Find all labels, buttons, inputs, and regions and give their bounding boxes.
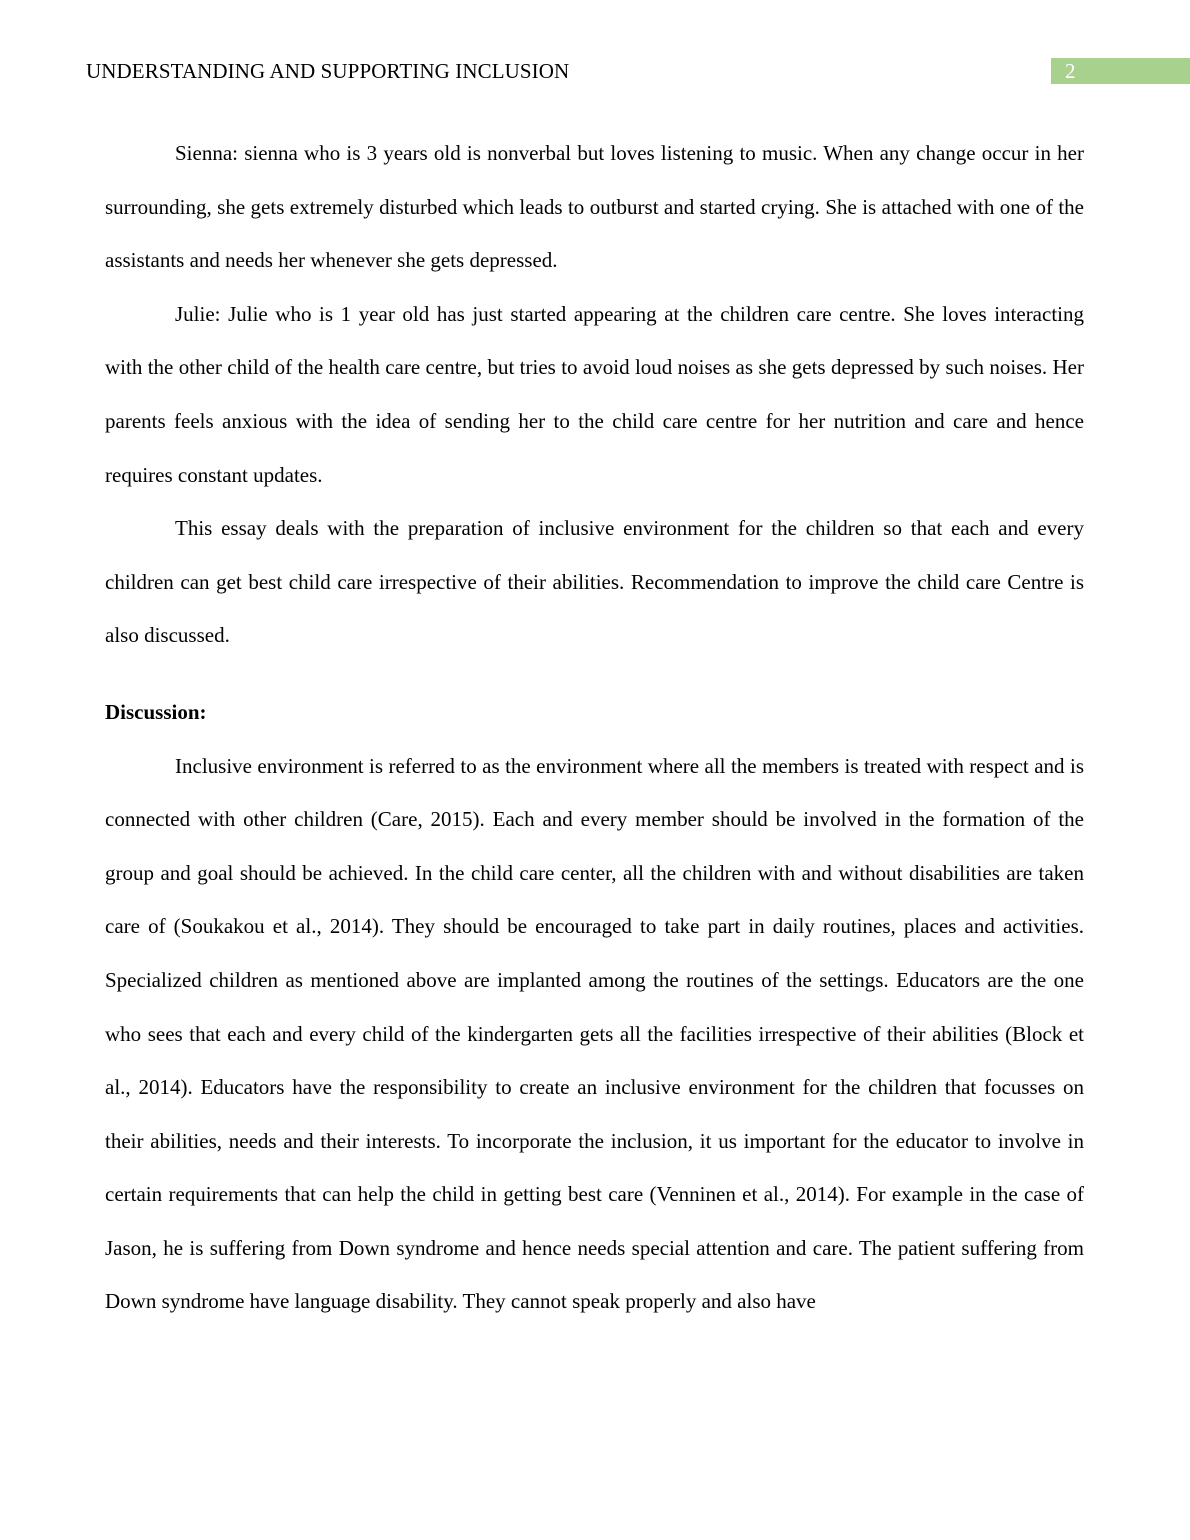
paragraph-discussion: Inclusive environment is referred to as the environment where all the members is treated with respect and is connected with other children (Care, 2015). Each and every member should be involved in the formation of the group and goal should be achieved. In the child care center, all the children with and without disabilities are taken care of (Soukakou et al., 2014). They should be encouraged to take part in daily routines, places and activities. Specialized children as mentioned above are implanted among the routines of the settings. Educators are the one who sees that each and every child of the kindergarten gets all the facilities irrespective of their abilities (Block et al., 2014). Educators have the responsibility to create an inclusive environment for the children that focusses on their abilities, needs and their interests. To incorporate the inclusion, it us important for the educator to involve in certain requirements that can help the child in getting best care (Venninen et al., 2014). For example in the case of Jason, he is suffering from Down syndrome and hence needs special attention and care. The patient suffering from Down syndrome have language disability. They cannot speak properly and also have (105, 753, 1084, 1314)
paragraph-julie: Julie: Julie who is 1 year old has just started appearing at the children care centre. She loves interacting with the other child of the health care centre, but tries to avoid loud noises as she gets depressed by such noises. Her parents feels anxious with the idea of sending her to the child care centre for her nutrition and care and hence requires constant updates. (105, 301, 1084, 487)
page-number-badge (1051, 58, 1190, 84)
paragraph-essay-intro: This essay deals with the preparation of inclusive environment for the children so that each and every children can get best child care irrespective of their abilities. Recommendation to improve the child care Centre is also discussed. (105, 516, 1084, 648)
paragraph-sienna: Sienna: sienna who is 3 years old is nonverbal but loves listening to music. When any change occur in her surrounding, she gets extremely disturbed which leads to outburst and started crying. She is attached with one of the assistants and needs her whenever she gets depressed. (105, 141, 1084, 273)
document-body (105, 127, 1084, 1329)
page-header (86, 58, 1190, 84)
running-head: UNDERSTANDING AND SUPPORTING INCLUSION (86, 59, 570, 83)
page-number: 2 (1065, 59, 1076, 83)
discussion-heading: Discussion: (105, 699, 207, 724)
